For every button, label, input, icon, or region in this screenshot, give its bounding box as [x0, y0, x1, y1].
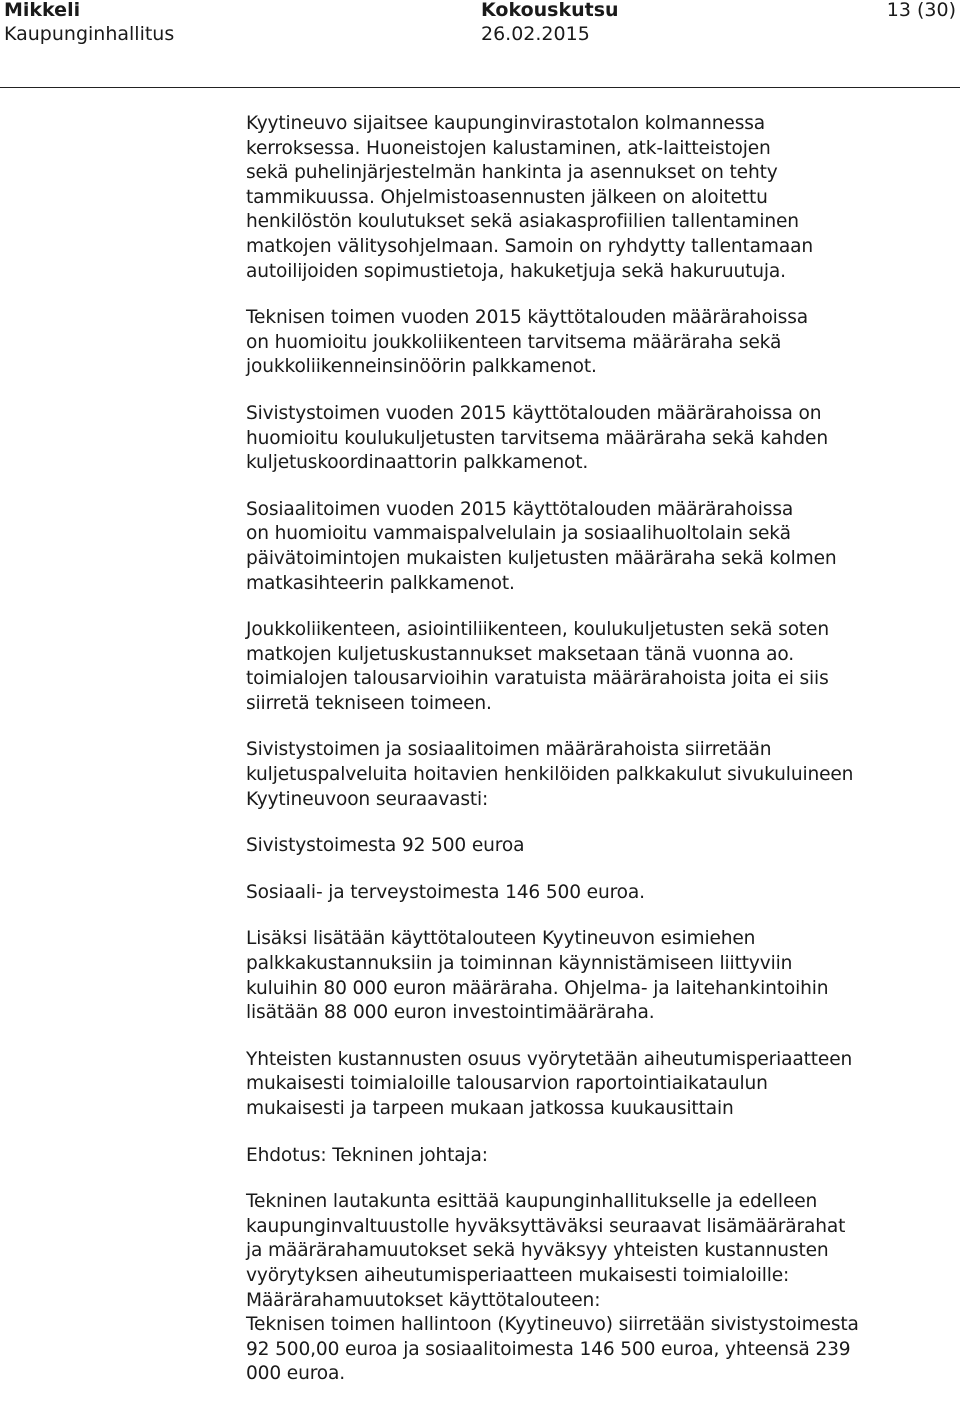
page-number: 13 (30) — [886, 0, 956, 21]
paragraph-line: ja määrärahamuutokset sekä hyväksyy yhteisten kustannusten — [246, 1240, 829, 1262]
paragraph-line: joukkoliikenneinsinöörin palkkamenot. — [246, 356, 597, 378]
paragraph-line: Sosiaalitoimen vuoden 2015 käyttötalouden määrärahoissa — [246, 498, 794, 520]
paragraph-line: tammikuussa. Ohjelmistoasennusten jälkeen on aloitettu — [246, 186, 768, 208]
meeting-date: 26.02.2015 — [481, 23, 590, 45]
paragraph-line: autoilijoiden sopimustietoja, hakuketjuja sekä hakuruutuja. — [246, 260, 786, 282]
body-paragraph — [246, 1190, 946, 1387]
paragraph-line: vyörytyksen aiheutumisperiaatteen mukaisesti toimialoille: — [246, 1264, 790, 1286]
paragraph-line: kuljetuskoordinaattorin palkkamenot. — [246, 452, 589, 474]
header-divider — [0, 87, 960, 88]
paragraph-line: Sivistystoimen ja sosiaalitoimen määrärahoista siirretään — [246, 739, 772, 761]
organization-name: Mikkeli — [4, 0, 81, 21]
paragraph-line: kerroksessa. Huoneistojen kalustaminen, atk-laitteistojen — [246, 137, 771, 159]
paragraph-line: sekä puhelinjärjestelmän hankinta ja asennukset on tehty — [246, 162, 778, 184]
paragraph-line: Teknisen toimen vuoden 2015 käyttötalouden määrärahoissa — [246, 307, 809, 329]
paragraph-line: 92 500,00 euroa ja sosiaalitoimesta 146 500 euroa, yhteensä 239 — [246, 1338, 851, 1360]
department-name: Kaupunginhallitus — [4, 23, 175, 45]
body-paragraph — [246, 618, 946, 716]
document-body — [246, 112, 946, 1409]
paragraph-line: henkilöstön koulutukset sekä asiakasprofiilien tallentaminen — [246, 211, 799, 233]
paragraph-line: palkkakustannuksiin ja toiminnan käynnistämiseen liittyviin — [246, 953, 793, 975]
body-paragraph — [246, 112, 946, 284]
paragraph-line: päivätoimintojen mukaisten kuljetusten määräraha sekä kolmen — [246, 547, 837, 569]
paragraph-line: Joukkoliikenteen, asiointiliikenteen, koulukuljetusten sekä soten — [246, 619, 829, 641]
paragraph-line: Sivistystoimesta 92 500 euroa — [246, 835, 525, 857]
body-paragraph — [246, 927, 946, 1025]
body-paragraph — [246, 1144, 946, 1169]
paragraph-line: Sivistystoimen vuoden 2015 käyttötalouden määrärahoissa on — [246, 402, 822, 424]
body-paragraph — [246, 402, 946, 476]
paragraph-line: kaupunginvaltuustolle hyväksyttäväksi seuraavat lisämäärärahat — [246, 1215, 846, 1237]
body-paragraph — [246, 306, 946, 380]
paragraph-line: matkasihteerin palkkamenot. — [246, 572, 515, 594]
paragraph-line: Kyytineuvoon seuraavasti: — [246, 788, 489, 810]
paragraph-line: on huomioitu vammaispalvelulain ja sosiaalihuoltolain sekä — [246, 523, 791, 545]
body-paragraph — [246, 834, 946, 859]
paragraph-line: Yhteisten kustannusten osuus vyörytetään aiheutumisperiaatteen — [246, 1048, 853, 1070]
paragraph-line: siirretä tekniseen toimeen. — [246, 692, 492, 714]
paragraph-line: on huomioitu joukkoliikenteen tarvitsema määräraha sekä — [246, 331, 782, 353]
paragraph-line: toimialojen talousarvioihin varatuista määrärahoista joita ei siis — [246, 668, 829, 690]
paragraph-line: mukaisesti toimialoille talousarvion raportointiaikataulun — [246, 1073, 768, 1095]
paragraph-line: matkojen välitysohjelmaan. Samoin on ryhdytty tallentamaan — [246, 235, 813, 257]
paragraph-line: kuljetuspalveluita hoitavien henkilöiden palkkakulut sivukuluineen — [246, 764, 854, 786]
paragraph-line: Tekninen lautakunta esittää kaupunginhallitukselle ja edelleen — [246, 1191, 818, 1213]
body-paragraph — [246, 881, 946, 906]
paragraph-line: Lisäksi lisätään käyttötalouteen Kyytineuvon esimiehen — [246, 928, 756, 950]
paragraph-line: Määrärahamuutokset käyttötalouteen: — [246, 1289, 601, 1311]
paragraph-line: lisätään 88 000 euron investointimääräraha. — [246, 1002, 655, 1024]
body-paragraph — [246, 1048, 946, 1122]
paragraph-line: kuluihin 80 000 euron määräraha. Ohjelma- ja laitehankintoihin — [246, 977, 829, 999]
paragraph-line: Teknisen toimen hallintoon (Kyytineuvo) siirretään sivistystoimesta — [246, 1314, 859, 1336]
paragraph-line: mukaisesti ja tarpeen mukaan jatkossa kuukausittain — [246, 1098, 734, 1119]
document-type: Kokouskutsu — [481, 0, 619, 21]
body-paragraph — [246, 738, 946, 812]
paragraph-line: Ehdotus: Tekninen johtaja: — [246, 1144, 488, 1166]
paragraph-line: 000 euroa. — [246, 1363, 346, 1385]
body-paragraph — [246, 498, 946, 596]
page-header — [0, 0, 960, 90]
paragraph-line: huomioitu koulukuljetusten tarvitsema määräraha sekä kahden — [246, 427, 828, 449]
paragraph-line: matkojen kuljetuskustannukset maksetaan tänä vuonna ao. — [246, 643, 794, 665]
paragraph-line: Kyytineuvo sijaitsee kaupunginvirastotalon kolmannessa — [246, 113, 766, 134]
paragraph-line: Sosiaali- ja terveystoimesta 146 500 euroa. — [246, 881, 645, 903]
